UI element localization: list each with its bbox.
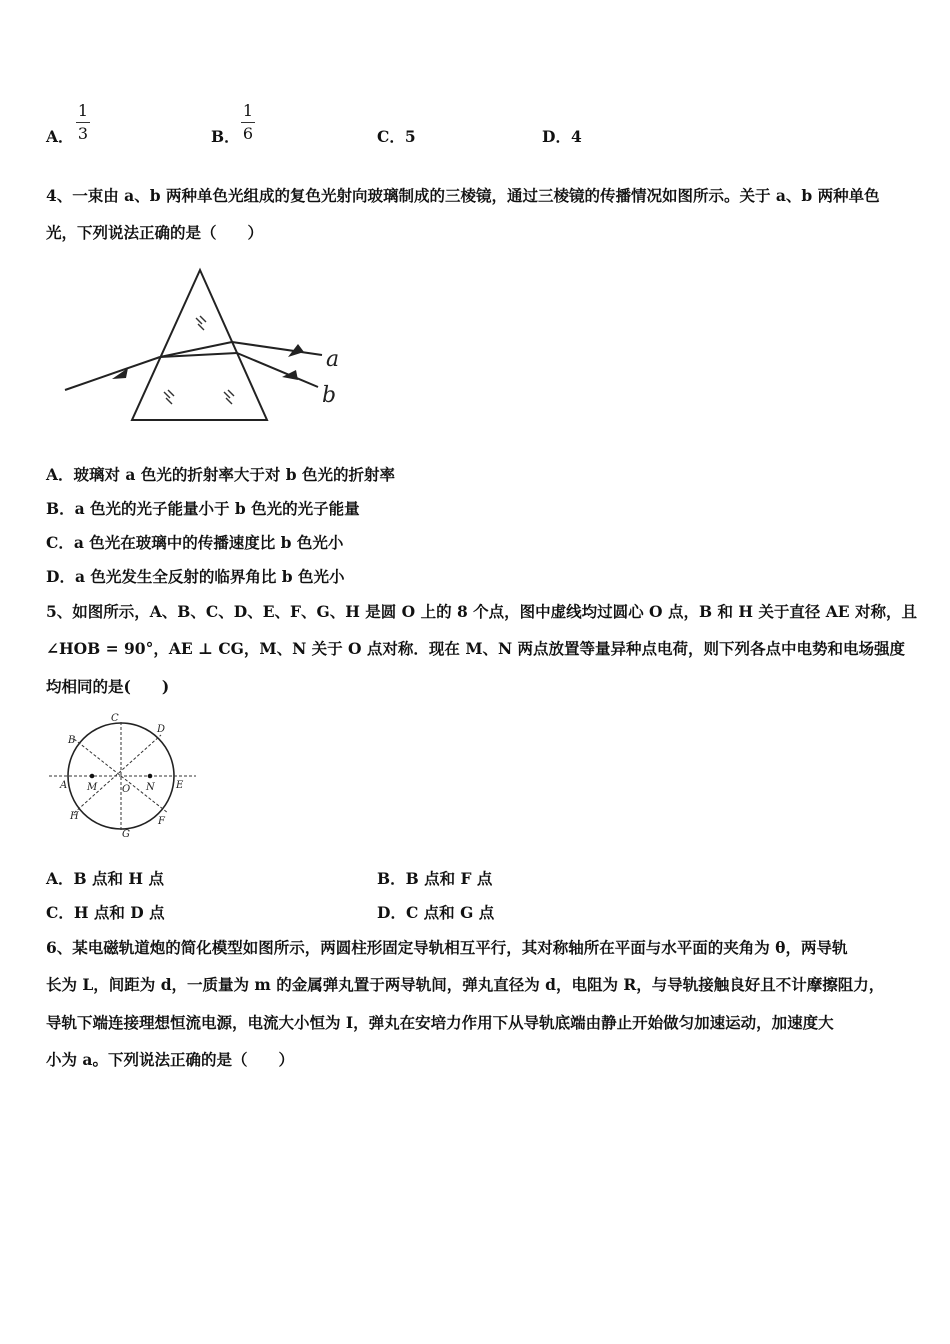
- label-N: N: [146, 782, 155, 793]
- q3-option-a-fraction: [76, 102, 90, 143]
- charge-m: [90, 774, 95, 779]
- q4-option-a: A．玻璃对 a 色光的折射率大于对 b 色光的折射率: [46, 465, 395, 484]
- q3-option-b-denominator: 6: [242, 124, 254, 143]
- label-G: G: [122, 829, 130, 840]
- q3-option-b-numerator: 1: [242, 101, 254, 120]
- q4-stem-line-1: 4、一束由 a、b 两种单色光组成的复色光射向玻璃制成的三棱镜，通过三棱镜的传播情况如图所示。关于 a、b 两种单色: [46, 186, 880, 205]
- label-D: D: [157, 724, 166, 735]
- q4-option-b: B．a 色光的光子能量小于 b 色光的光子能量: [46, 499, 360, 518]
- q3-option-c: C．5: [377, 127, 416, 146]
- glass-hatch-marks: [164, 316, 234, 404]
- q3-option-d: D．4: [542, 127, 582, 146]
- q5-option-a: A．B 点和 H 点: [46, 869, 164, 888]
- q5-stem-line-2: ∠HOB = 90°，AE ⊥ CG，M、N 关于 O 点对称．现在 M、N 两点放置等量异种点电荷，则下列各点中电势和电场强度: [46, 639, 906, 658]
- q5-option-d: D．C 点和 G 点: [377, 903, 495, 922]
- q5-stem-line-3: 均相同的是( ): [46, 677, 170, 696]
- label-H: H: [70, 811, 79, 822]
- ray-a-out: [232, 342, 322, 355]
- label-a: a: [326, 347, 340, 372]
- q3-option-a-numerator: 1: [77, 101, 89, 120]
- label-F: F: [158, 816, 165, 827]
- q4-stem-line-2: 光，下列说法正确的是（ ）: [46, 223, 264, 242]
- q6-stem-line-4: 小为 a。下列说法正确的是（ ）: [46, 1050, 294, 1069]
- q3-option-b-fraction: [241, 102, 255, 143]
- label-E: E: [176, 780, 184, 791]
- ray-b-arrow-icon: [282, 370, 298, 380]
- q6-stem-line-3: 导轨下端连接理想恒流电源，电流大小恒为 I，弹丸在安培力作用下从导轨底端由静止开始做匀加速运动，加速度大: [46, 1013, 834, 1032]
- q5-option-c: C．H 点和 D 点: [46, 903, 165, 922]
- label-B: B: [68, 735, 76, 746]
- q5-circle-figure: [46, 710, 206, 840]
- label-b: b: [322, 383, 337, 408]
- q5-option-b: B．B 点和 F 点: [377, 869, 493, 888]
- q6-stem-line-2: 长为 L，间距为 d，一质量为 m 的金属弹丸置于两导轨间，弹丸直径为 d，电阻为 R，与导轨接触良好且不计摩擦阻力，: [46, 975, 885, 994]
- q3-option-a-label: A．: [46, 127, 74, 146]
- q5-stem-line-1: 5、如图所示，A、B、C、D、E、F、G、H 是圆 O 上的 8 个点，图中虚线均过圆心 O 点，B 和 H 关于直径 AE 对称，且: [46, 602, 918, 621]
- q3-option-b-label: B．: [211, 127, 240, 146]
- q4-option-d: D．a 色光发生全反射的临界角比 b 色光小: [46, 567, 345, 586]
- incident-ray: [65, 357, 160, 390]
- label-A: A: [60, 780, 68, 791]
- q4-prism-figure: [60, 262, 350, 432]
- label-C: C: [111, 713, 119, 724]
- q6-stem-line-1: 6、某电磁轨道炮的简化模型如图所示，两圆柱形固定导轨相互平行，其对称轴所在平面与水平面的夹角为 θ，两导轨: [46, 938, 848, 957]
- label-O: O: [122, 784, 131, 795]
- label-M: M: [87, 782, 98, 793]
- q3-option-a-denominator: 3: [77, 124, 89, 143]
- charge-n: [148, 774, 153, 779]
- q4-option-c: C．a 色光在玻璃中的传播速度比 b 色光小: [46, 533, 344, 552]
